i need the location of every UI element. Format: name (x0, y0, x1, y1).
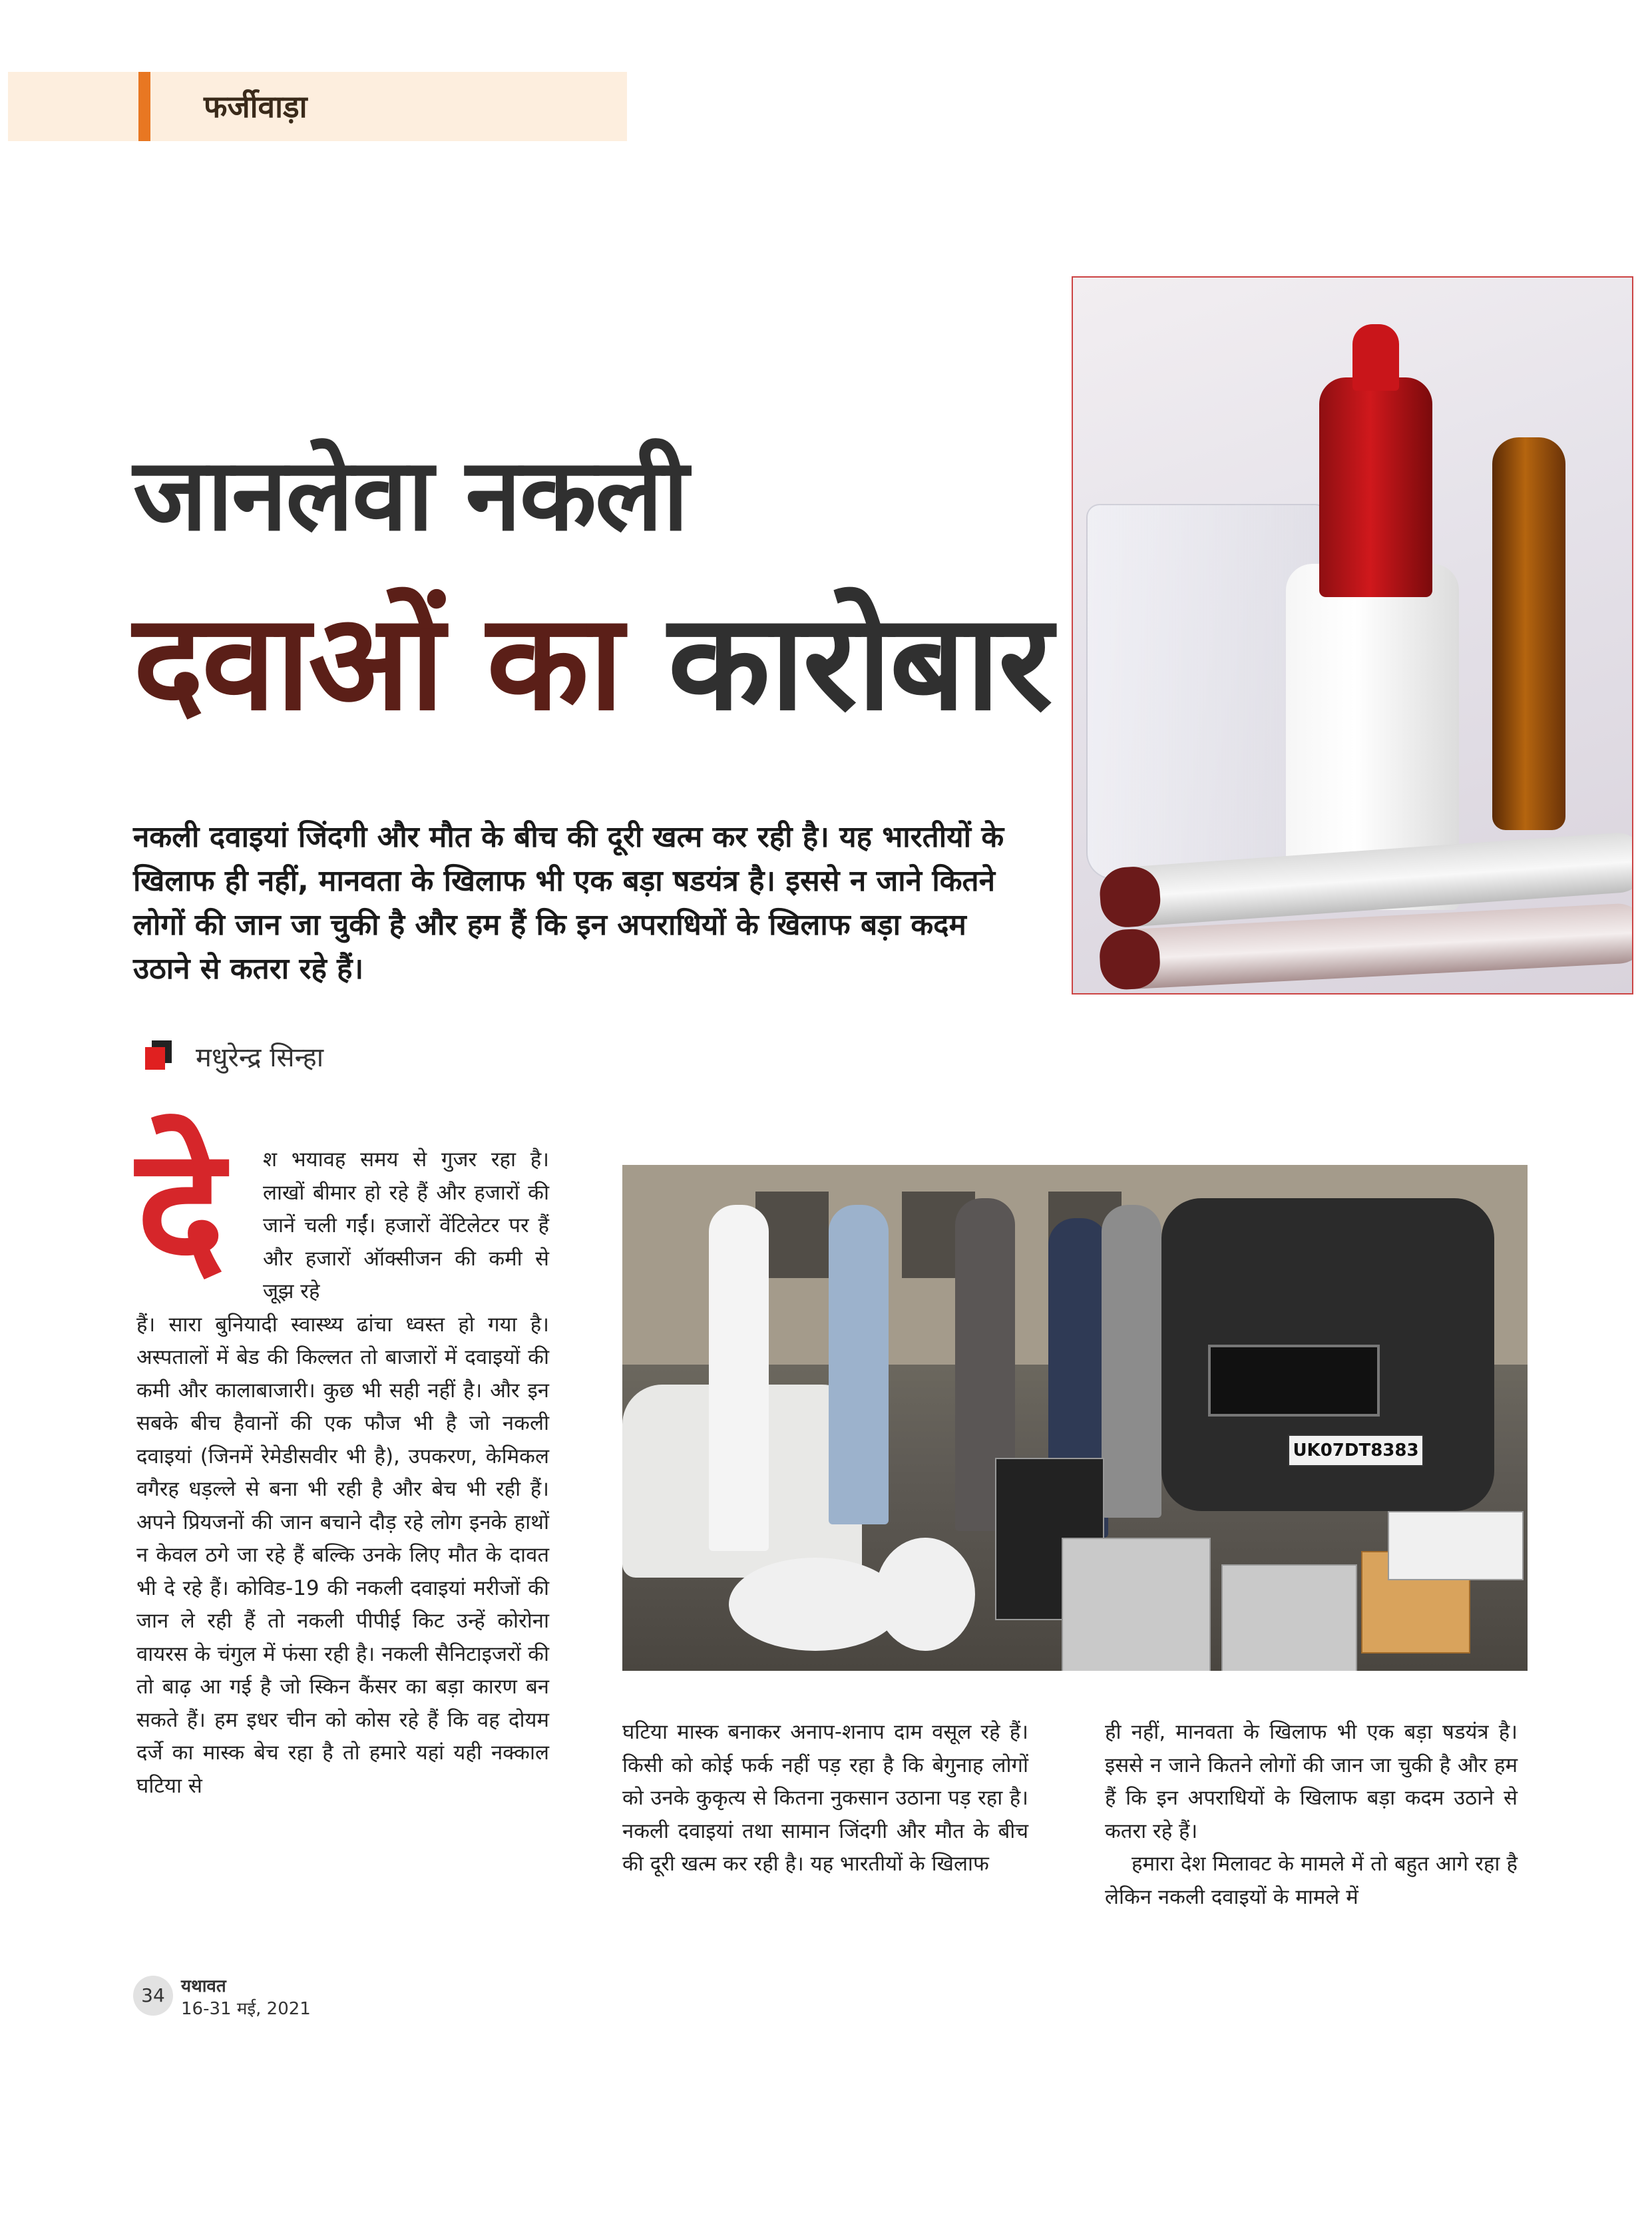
section-tag (8, 72, 627, 141)
body-col1-intro: श भयावह समय से गुजर रहा है। लाखों बीमार हो रहे हैं और हजारों की जानें चली गईं। हजारों वेंटिलेटर पर हैं और हजारों ऑक्सीजन की कमी से जूझ रहे (263, 1148, 550, 1303)
number-plate: UK07DT8383 (1288, 1435, 1424, 1466)
box (1062, 1538, 1211, 1671)
page-number: 34 (133, 1976, 173, 2016)
box (1388, 1511, 1524, 1580)
suv-grille (1208, 1345, 1380, 1417)
ampoule (1492, 437, 1565, 830)
medicine-photo (1072, 276, 1633, 995)
deck-summary: नकली दवाइयां जिंदगी और मौत के बीच की दूरी खत्म कर रही है। यह भारतीयों के खिलाफ ही नहीं, मानवता के खिलाफ भी एक बड़ा षडयंत्र है। इससे न जाने कितने लोगों की जान जा चुकी है और हम हैं कि इन अपराधियों के खिलाफ बड़ा कदम उठाने से कतरा रहे हैं। (133, 820, 1004, 986)
headline-line2 (133, 566, 1050, 748)
magazine-name: यथावत (181, 1976, 226, 1996)
bottle-cap (1319, 377, 1432, 597)
headline-line2-b: कारोबार (668, 585, 1051, 740)
box (1221, 1564, 1357, 1671)
bottle-tip (1352, 324, 1399, 391)
section-accent-bar (138, 72, 150, 141)
author-name: मधुरेन्द्र सिन्हा (196, 1042, 324, 1073)
body-column-1 (136, 1144, 549, 1803)
body-col3-para2: हमारा देश मिलावट के मामले में तो बहुत आगे रहा है लेकिन नकली दवाइयों के मामले में (1105, 1852, 1518, 1909)
sack (875, 1538, 975, 1651)
person (829, 1205, 889, 1524)
person (1102, 1205, 1161, 1518)
issue-date: 16-31 मई, 2021 (181, 1999, 311, 2019)
headline-line2-a: दवाओं का (133, 585, 622, 740)
body-col3-text: ही नहीं, मानवता के खिलाफ भी एक बड़ा षडयंत्र है। इससे न जाने कितने लोगों की जान जा चुकी है और हम हैं कि इन अपराधियों के खिलाफ बड़ा कदम उठाने से कतरा रहे हैं। (1105, 1720, 1518, 1843)
drop-cap: दे (136, 1111, 225, 1305)
headline-line1: जानलेवा नकली (133, 437, 688, 553)
person (709, 1205, 769, 1551)
body-column-3 (1105, 1716, 1518, 1914)
body-col1-text: हैं। सारा बुनियादी स्वास्थ्य ढांचा ध्वस्त हो गया है। अस्पतालों में बेड की किल्लत तो बाजारों में दवाइयों की कमी और कालाबाजारी। कुछ भी सही नहीं है। और इन सबके बीच हैवानों की एक फौज भी है जो नकली दवाइयां (जिनमें रेमेडीसवीर भी है), उपकरण, केमिकल वगैरह धड़ल्ले से बना भी रही है और बेच भी रही हैं। अपने प्रियजनों की जान बचाने दौड़ रहे लोग इनके हाथों न केवल ठगे जा रहे हैं बल्कि उनके लिए मौत के दावत भी दे रहे हैं। कोविड-19 की नकली दवाइयां मरीजों की जान ले रही हैं तो नकली पीपीई किट उन्हें कोरोना वायरस के चंगुल में फंसा रही है। नकली सैनिटाइजरों की तो बाढ़ आ गई है जो स्किन कैंसर का बड़ा कारण बन सकते हैं। हम इधर चीन को कोस रहे हैं कि वह दोयम दर्जे का मास्क बेच रहा है तो हमारे यहां यही नक्काल घटिया से (136, 1312, 549, 1798)
author-icon (145, 1040, 172, 1070)
section-label: फर्जीवाड़ा (204, 89, 308, 124)
body-column-2: घटिया मास्क बनाकर अनाप-शनाप दाम वसूल रहे हैं। किसी को कोई फर्क नहीं पड़ रहा है कि बेगुनाह लोगों को उनके कुकृत्य से कितना नुकसान उठाना पड़ रहा है। नकली दवाइयां तथा सामान जिंदगी और मौत के बीच की दूरी खत्म कर रही है। यह भारतीयों के खिलाफ (622, 1720, 1028, 1876)
seizure-photo (622, 1165, 1528, 1671)
